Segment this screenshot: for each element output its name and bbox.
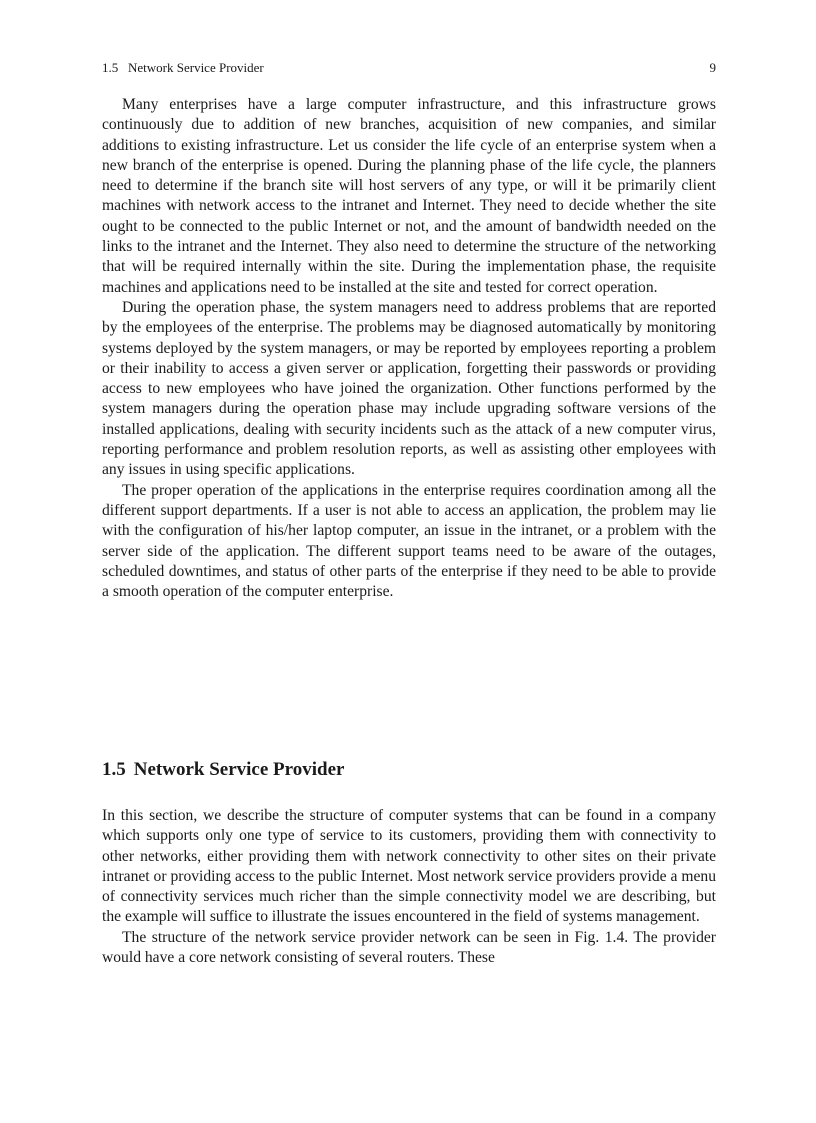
paragraph-enterprise-infrastructure: Many enterprises have a large computer infrastructure, and this infrastructure grows continuously due to addition of new branches, acquisition of new companies, and similar additions to existing infrastructure. Let us consider the life cycle of an enterprise system when a new branch of the enterprise is opened. During the planning phase of the life cycle, the planners need to determine if the branch site will host servers of any type, or will it be primarily client machines with network access to the intranet and Internet. They need to decide whether the site ought to be connected to the public Internet or not, and the amount of bandwidth needed on the links to the intranet and the Internet. They also need to determine the structure of the networking that will be required internally within the site. During the implementation phase, the requisite machines and applications need to be installed at the site and tested for correct operation. — [102, 96, 716, 296]
paragraph-network-structure: The structure of the network service provider network can be seen in Fig. 1.4. The provider would have a core network consisting of several routers. These — [102, 928, 716, 967]
section-heading — [102, 757, 344, 783]
paragraph-operation-phase: During the operation phase, the system managers need to address problems that are reported by the employees of the enterprise. The problems may be diagnosed automatically by monitoring systems deployed by the system managers, or may be reported by employees reporting a problem or their inability to access a given server or application, forgetting their passwords or providing access to new employees who have joined the organization. Other functions performed by the system managers during the operation phase may include upgrading software versions of the installed applications, dealing with security incidents such as the attack of a new computer virus, reporting performance and problem resolution reports, as well as assisting other employees with any issues in using specific applications. — [102, 298, 716, 479]
paragraph-section-intro: In this section, we describe the structure of computer systems that can be found in a company which supports only one type of service to its customers, providing them with connectivity to other networks, either providing them with network connectivity to other sites on their private intranet or providing access to the public Internet. Most network service providers provide a menu of connectivity services much richer than the simple connectivity model we are describing, but the example will suffice to illustrate the issues encountered in the field of systems management. — [102, 807, 716, 926]
body-text-bottom — [102, 806, 716, 968]
page-number: 9 — [709, 60, 716, 75]
section-number: 1.5 — [102, 759, 126, 780]
running-head — [102, 59, 716, 77]
paragraph-coordination: The proper operation of the applications in the enterprise requires coordination among all the different support departments. If a user is not able to access an application, the problem may lie with the configuration of his/her laptop computer, an issue in the intranet, or a problem with the server side of the application. The different support teams need to be aware of the outages, scheduled downtimes, and status of other parts of the enterprise if they need to be able to provide a smooth operation of the computer enterprise. — [102, 481, 716, 601]
running-head-section: 1.5 Network Service Provider — [102, 60, 264, 75]
section-title: Network Service Provider — [133, 759, 345, 780]
body-text-top — [102, 95, 716, 602]
